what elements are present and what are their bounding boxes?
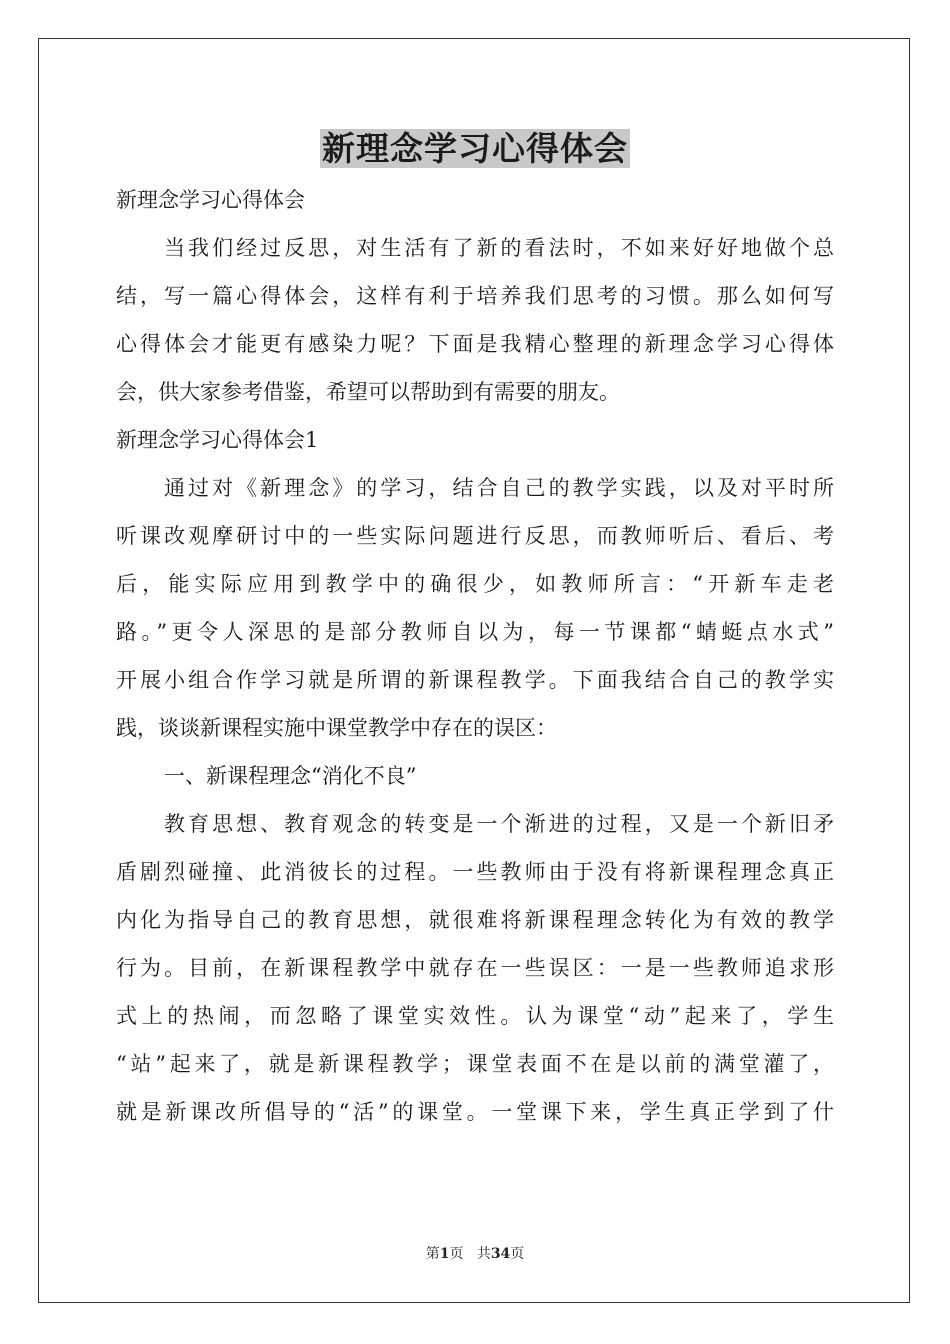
text-line: 践，谈谈新课程实施中课堂教学中存在的误区：	[116, 716, 557, 740]
text-line: “站”起来了，就是新课程教学；课堂表面不在是以前的满堂灌了，	[116, 1052, 834, 1076]
document-title-text: 新理念学习心得体会	[322, 129, 628, 168]
text-line: 教育思想、教育观念的转变是一个渐进的过程，又是一个新旧矛	[164, 812, 834, 836]
text-line: 听课改观摩研讨中的一些实际问题进行反思，而教师听后、看后、考	[116, 524, 834, 548]
text-line: 行为。目前，在新课程教学中就存在一些误区：一是一些教师追求形	[116, 956, 834, 980]
text-line: 当我们经过反思，对生活有了新的看法时，不如来好好地做个总	[164, 236, 834, 260]
text-line: 内化为指导自己的教育思想，就很难将新课程理念转化为有效的教学	[116, 908, 834, 932]
footer-prefix: 第	[425, 1246, 440, 1262]
text-line: 一、新课程理念“消化不良”	[164, 764, 417, 788]
document-body	[116, 176, 834, 1136]
footer-total-prefix: 共	[476, 1246, 491, 1262]
text-line: 通过对《新理念》的学习，结合自己的教学实践，以及对平时所	[164, 476, 834, 500]
page-footer	[0, 1244, 950, 1264]
text-line: 新理念学习心得体会	[116, 188, 305, 212]
text-line: 盾剧烈碰撞、此消彼长的过程。一些教师由于没有将新课程理念真正	[116, 860, 834, 884]
text-line: 心得体会才能更有感染力呢？下面是我精心整理的新理念学习心得体	[116, 332, 834, 356]
footer-total-pages: 34	[490, 1246, 511, 1262]
footer-page-suffix: 页	[449, 1246, 464, 1262]
text-line: 结，写一篇心得体会，这样有利于培养我们思考的习惯。那么如何写	[116, 284, 834, 308]
text-line: 会，供大家参考借鉴，希望可以帮助到有需要的朋友。	[116, 380, 620, 404]
footer-total-suffix: 页	[510, 1246, 525, 1262]
text-line: 式上的热闹，而忽略了课堂实效性。认为课堂“动”起来了，学生	[116, 1004, 834, 1028]
document-title	[0, 125, 950, 173]
text-line: 后，能实际应用到教学中的确很少，如教师所言：“开新车走老	[116, 572, 834, 596]
text-line: 新理念学习心得体会1	[116, 428, 319, 452]
text-line: 路。”更令人深思的是部分教师自以为，每一节课都“蜻蜓点水式”	[116, 620, 834, 644]
footer-page-number: 1	[439, 1246, 450, 1262]
text-line: 开展小组合作学习就是所谓的新课程教学。下面我结合自己的教学实	[116, 668, 834, 692]
text-line: 就是新课改所倡导的“活”的课堂。一堂课下来，学生真正学到了什	[116, 1100, 834, 1124]
